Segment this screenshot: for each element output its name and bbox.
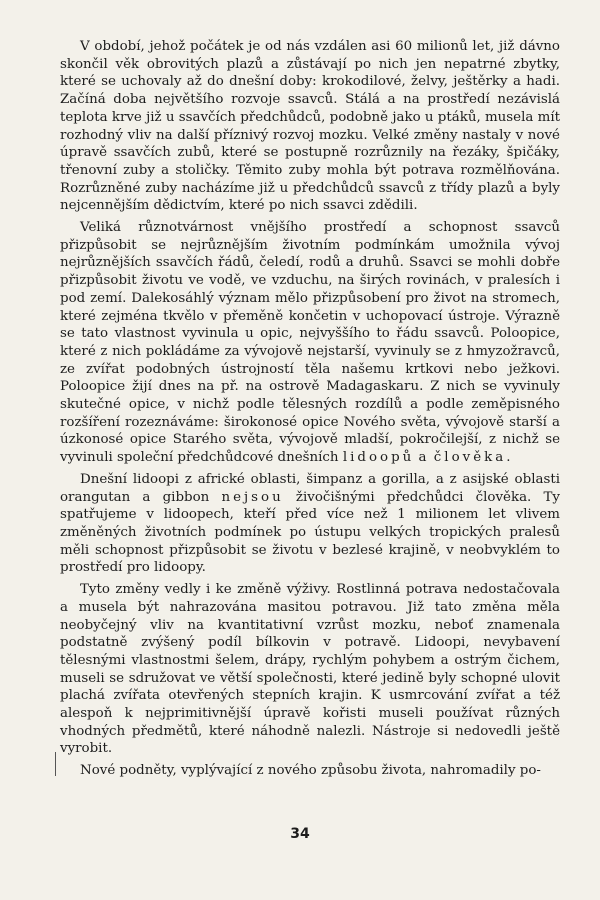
spaced-emphasis: člověka: [433, 450, 507, 466]
paragraph: [60, 471, 560, 577]
margin-mark: [55, 752, 56, 776]
text-run: .: [506, 450, 511, 466]
text-run: V období, jehož počátek je od nás vzdálen asi 60 milionů let, již dávno skončil věk obrovitých plazů a zůstávají po nich jen nepatrné zbytky, které se uchovaly až do dnešní doby: krokodilové, želvy, ještěrky a hadi. Začíná doba největšího rozvoje ssavců. Stálá a na prostředí nezávislá teplota krve již u ssavčích předchůdců, podobně jako u ptáků, musela mít rozhodný vliv na další příznivý rozvoj mozku. Velké změny nastaly v nové úpravě ssavčích zubů, které se postupně rozrůznily na řezáky, špičáky, třenovní zuby a stoličky. Těmito zuby mohla být potrava rozmělňována. Rozrůzněné zuby nacházíme již u předchůdců ssavců z třídy plazů a byly nejcennějším dědictvím, které po nich ssavci zdědili.: [60, 39, 560, 214]
text-run: Tyto změny vedly i ke změně výživy. Rostlinná potrava nedostačovala a musela být nahrazována masitou potravou. Již tato změna měla neobyčejný vliv na kvantitativní vzrůst mozku, neboť znamenala podstatně zvýšený podíl bílkovin v potravě. Lidoopi, nevybavení tělesnými vlastnostmi šelem, drápy, rychlým pohybem a ostrým čichem, museli se sdružovat ve větší společnosti, které jedině byly schopné ulovit plachá zvířata otevřených stepních krajin. K usmrcování zvířat a též alespoň k nejprimitivnější úpravě kořisti museli používat různých vhodných předmětů, které náhodně nalezli. Nástroje si nedovedli ještě vyrobit.: [60, 582, 560, 757]
spaced-emphasis: lidoopů: [342, 450, 415, 466]
paragraph: [60, 581, 560, 758]
text-run: Veliká různotvárnost vnějšího prostředí a schopnost ssavců přizpůsobit se nejrůznějším životním podmínkám umožnila vývoj nejrůznějších ssavčích řádů, čeledí, rodů a druhů. Ssavci se mohli dobře přizpůsobit životu ve vodě, ve vzduchu, na širých rovinách, v pralesích i pod zemí. Dalekosáhlý význam mělo přizpůsobení pro život na stromech, které zejména tkvělo v přeměně končetin v uchopovací ústroje. Výrazně se tato vlastnost vyvinula u opic, nejvyššího to řádu ssavců. Poloopice, které z nich pokládáme za vývojově nejstarší, vyvinuly se z hmyzožravců, ze zvířat podobných ústrojností těla našemu krtkovi nebo ježkovi. Poloopice žijí dnes na př. na ostrově Madagaskaru. Z nich se vyvinuly skutečné opice, v nichž podle tělesných rozdílů a podle zeměpisného rozšíření rozeznáváme: širokonosé opice Nového světa, vývojově starší a úzkonosé opice Starého světa, vývojově mladší, pokročilejší, z nichž se vyvinuli společní předchůdcové dnešních: [60, 220, 560, 466]
page-number: 34: [290, 826, 310, 842]
spaced-emphasis: a: [418, 450, 430, 466]
paragraph: [60, 219, 560, 467]
spaced-emphasis: nejsou: [221, 489, 284, 505]
text-run: živočišnými předchůdci člověka. Ty spatřujeme v lidoopech, kteří před více než 1 milionem let vlivem změněných životních podmínek po ústupu velkých tropických pralesů měli schopnost přizpůsobit se životu v bezlesé krajině, v neobvyklém to prostředí pro lidoopy.: [60, 489, 560, 576]
text-run: Nové podněty, vyplývající z nového způsobu života, nahromadily po-: [80, 763, 541, 779]
text-run: Dnešní lidoopi z africké oblasti, šimpanz a gorilla, a z asijské oblasti orangutan a gibbon: [60, 471, 560, 505]
body-text: [60, 38, 560, 784]
paragraph: [60, 762, 560, 780]
paragraph: [60, 38, 560, 215]
